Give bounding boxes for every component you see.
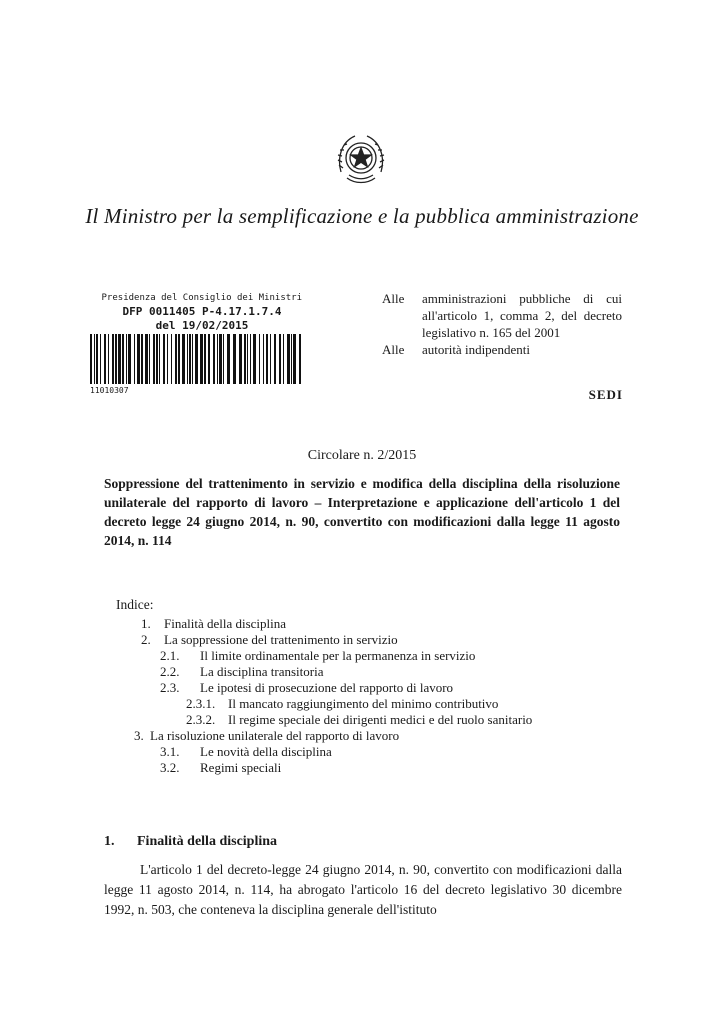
barcode-bar [100, 334, 101, 384]
barcode-bar [274, 334, 276, 384]
toc-item: 3.2. Regimi speciali [160, 760, 282, 775]
barcode-bar [108, 334, 109, 384]
barcode-bar [283, 334, 284, 384]
barcode-bar [182, 334, 185, 384]
barcode-bar [134, 334, 135, 384]
addressee-label: Alle [382, 291, 405, 306]
barcode-bar [293, 334, 296, 384]
barcode-bar [244, 334, 246, 384]
barcode-bar [204, 334, 206, 384]
barcode-bar [149, 334, 150, 384]
barcode-bar [141, 334, 143, 384]
barcode-bar [287, 334, 290, 384]
barcode-bar [104, 334, 106, 384]
barcode-bar [259, 334, 260, 384]
addressee-label: Alle [382, 342, 405, 357]
barcode-bar [270, 334, 271, 384]
barcode-bar [250, 334, 251, 384]
toc-item: 3. La risoluzione unilaterale del rapporto di lavoro [134, 728, 400, 743]
toc-item: 1. Finalità della disciplina [141, 616, 287, 631]
toc-item: 2.3.1. Il mancato raggiungimento del minimo contributivo [186, 696, 499, 711]
circular-subject: Soppressione del trattenimento in servizio e modifica della disciplina della risoluzione unilaterale del rapporto di lavoro – Interpretazione e applicazione dell'articolo 1 del decreto legge 24 giugno 2014, n. 90, convertito con modificazioni dalla legge 11 agosto 2014, n. 114 [104, 476, 620, 548]
barcode-bar [279, 334, 281, 384]
barcode-bar [159, 334, 160, 384]
barcode-bar [175, 334, 177, 384]
barcode-bar [96, 334, 98, 384]
barcode-bar [118, 334, 121, 384]
section-paragraph: L'articolo 1 del decreto-legge 24 giugno 2014, n. 90, convertito con modificazioni dalla legge 11 agosto 2014, n. 114, ha abrogato l'articolo 16 del decreto legislativo 30 dicembre 1992, n. 503, che conteneva la disciplina generale dell'istituto [104, 862, 622, 917]
protocol-date: del 19/02/2015 [155, 319, 249, 332]
section-title: Finalità della disciplina [137, 834, 278, 849]
barcode-bar [208, 334, 210, 384]
barcode-bar [239, 334, 242, 384]
toc-item: 2.3. Le ipotesi di prosecuzione del rapporto di lavoro [160, 680, 454, 695]
barcode-bar [153, 334, 155, 384]
barcode-bar [156, 334, 158, 384]
addressee-row [382, 290, 622, 341]
toc-item: 2. La soppressione del trattenimento in servizio [141, 632, 398, 647]
barcode-bar [90, 334, 92, 384]
section-heading [104, 834, 277, 850]
index-label: Indice: [116, 597, 154, 612]
barcode-bar [227, 334, 230, 384]
section-number: 1. [104, 834, 115, 849]
ministry-title: Il Ministro per la semplificazione e la pubblica amministrazione [85, 204, 639, 228]
barcode-bar [247, 334, 248, 384]
barcode-bar [219, 334, 222, 384]
addressee-text: autorità indipendenti [422, 342, 530, 357]
barcode-bar [115, 334, 117, 384]
barcode-bar [126, 334, 127, 384]
barcode-bar [200, 334, 203, 384]
toc-item: 3.1. Le novità della disciplina [160, 744, 332, 759]
barcode-bar [192, 334, 193, 384]
barcode-bar [112, 334, 114, 384]
barcode-bar [213, 334, 215, 384]
toc-item: 2.3.2. Il regime speciale dei dirigenti medici e del ruolo sanitario [186, 712, 533, 727]
barcode-bar [145, 334, 148, 384]
barcode-bar [291, 334, 292, 384]
barcode-bar [178, 334, 180, 384]
barcode-bar [266, 334, 268, 384]
barcode [90, 334, 302, 384]
barcode-bar [122, 334, 124, 384]
italian-republic-emblem-icon [333, 128, 389, 188]
barcode-bar [137, 334, 140, 384]
protocol-office: Presidenza del Consiglio dei Ministri [101, 293, 302, 303]
barcode-bar [167, 334, 168, 384]
barcode-bar [195, 334, 198, 384]
barcode-bar [263, 334, 264, 384]
circular-title: Circolare n. 2/2015 [307, 448, 417, 463]
toc-item: 2.1. Il limite ordinamentale per la permanenza in servizio [160, 648, 476, 663]
barcode-bar [128, 334, 131, 384]
addressee-row [382, 341, 622, 358]
protocol-number: DFP 0011405 P-4.17.1.7.4 [122, 305, 282, 318]
sedi-label: SEDI [588, 387, 623, 402]
barcode-bar [187, 334, 188, 384]
barcode-bar [299, 334, 301, 384]
barcode-number: 11010307 [90, 386, 129, 395]
barcode-bar [253, 334, 256, 384]
barcode-bar [94, 334, 95, 384]
addressee-text: amministrazioni pubbliche di cui all'articolo 1, comma 2, del decreto legislativo n. 165 del 2001 [422, 291, 622, 340]
barcode-bar [217, 334, 218, 384]
toc-item: 2.2. La disciplina transitoria [160, 664, 324, 679]
barcode-bar [233, 334, 236, 384]
barcode-bar [163, 334, 165, 384]
protocol-stamp [62, 292, 302, 333]
addressees [382, 290, 622, 358]
barcode-bar [171, 334, 172, 384]
barcode-bar [223, 334, 224, 384]
barcode-bar [189, 334, 191, 384]
